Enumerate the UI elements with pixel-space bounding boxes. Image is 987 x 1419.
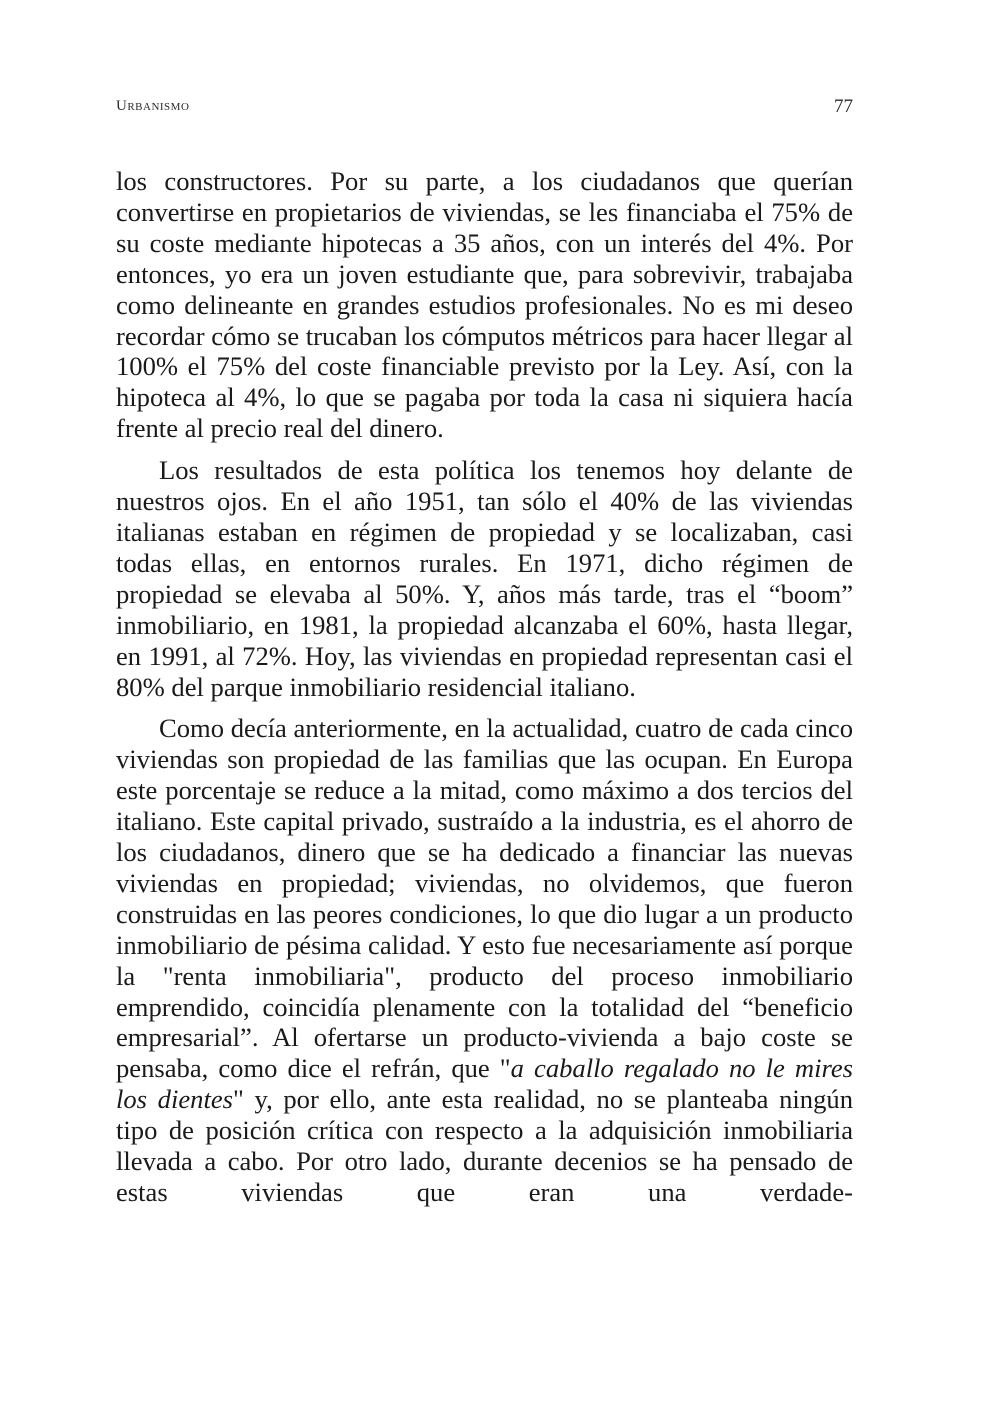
proverb-quote: a caballo regalado no le mires los dientes bbox=[116, 1053, 853, 1115]
paragraph-3-part-1: Como decía anteriormente, en la actualidad, cuatro de cada cinco viviendas son propiedad de las familias que las ocupan. En Europa este porcentaje se reduce a la mitad, como máximo a dos tercios del italiano. Este capital privado, sustraído a la industria, es el ahorro de los ciudadanos, dinero que se ha dedicado a financiar las nuevas viviendas en propiedad; viviendas, no olvidemos, que fueron construidas en las peores condiciones, lo que dio lugar a un producto inmobiliario de pésima calidad. Y esto fue necesariamente así porque la "renta inmobiliaria", producto del proceso inmobiliario emprendido, coincidía plenamente con la totalidad del “beneficio empresarial”. Al ofertarse un producto-vivienda a bajo coste se pensaba, como dice el refrán, que " bbox=[116, 713, 853, 1084]
paragraph-1: los constructores. Por su parte, a los ciudadanos que querían convertirse en propietarios de viviendas, se les financiaba el 75% de su coste mediante hipotecas a 35 años, con un interés del 4%. Por entonces, yo era un joven estudiante que, para sobrevivir, trabajaba como delineante en grandes estudios profesionales. No es mi deseo recordar cómo se trucaban los cómputos métricos para hacer llegar al 100% el 75% del coste financiable previsto por la Ley. Así, con la hipoteca al 4%, lo que se pagaba por toda la casa ni siquiera hacía frente al precio real del dinero. bbox=[116, 166, 853, 444]
page-number: 77 bbox=[834, 96, 853, 117]
body-text bbox=[116, 166, 853, 1219]
paragraph-3 bbox=[116, 713, 853, 1208]
running-title: Urbanismo bbox=[116, 98, 190, 114]
paragraph-2: Los resultados de esta política los tenemos hoy delante de nuestros ojos. En el año 1951, tan sólo el 40% de las viviendas italianas estaban en régimen de propiedad y se localizaban, casi todas ellas, en entornos rurales. En 1971, dicho régimen de propiedad se elevaba al 50%. Y, años más tarde, tras el “boom” inmobiliario, en 1981, la propiedad alcanzaba el 60%, hasta llegar, en 1991, al 72%. Hoy, las viviendas en propiedad representan casi el 80% del parque inmobiliario residencial italiano. bbox=[116, 455, 853, 702]
paragraph-3-part-2: " y, por ello, ante esta realidad, no se planteaba ningún tipo de posición crítica con respecto a la adquisición inmobiliaria llevada a cabo. Por otro lado, durante decenios se ha pensado de estas viviendas que eran una verdade- bbox=[116, 1084, 853, 1207]
